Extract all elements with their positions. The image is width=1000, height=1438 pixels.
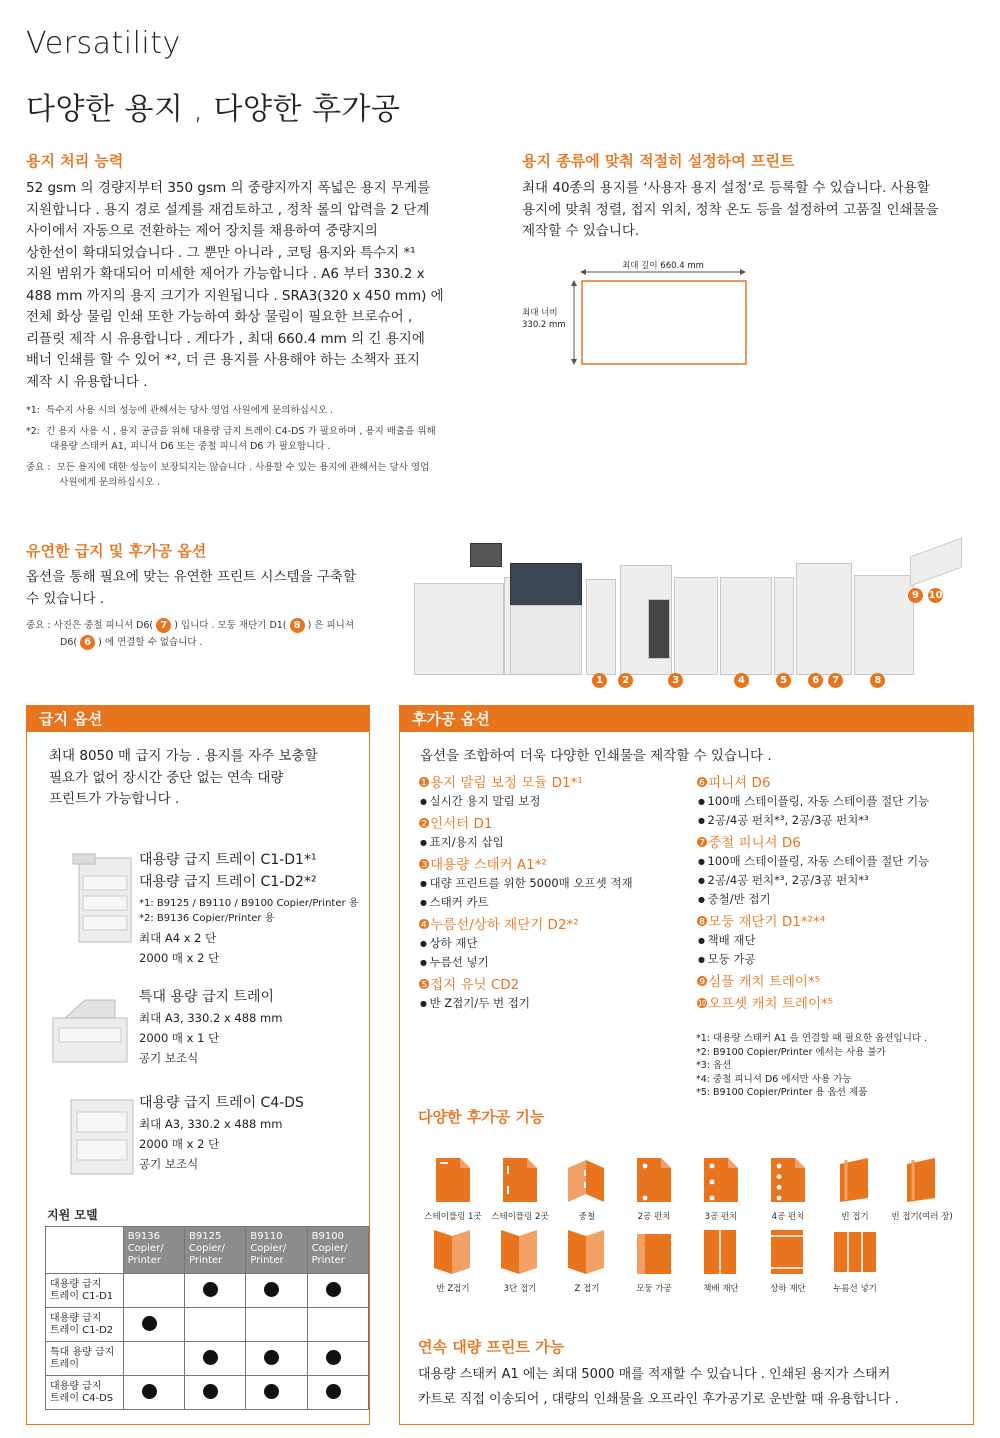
model-header-b9125 <box>185 1227 246 1274</box>
finishing-option-item: ● 상하 재단 <box>418 934 688 953</box>
finishing-function-label: 반 Z접기 <box>436 1284 470 1294</box>
tray-c4-specs: 최대 A3, 330.2 x 488 mm 2000 매 x 2 단 공기 보조식 <box>139 1117 283 1171</box>
table-corner <box>46 1227 124 1274</box>
flex-options-text: 옵션을 통해 필요에 맞는 유연한 프린트 시스템을 구축할 수 있습니다 . <box>26 569 356 607</box>
paper-handling-note: 중요 : 모든 용지에 대한 성능이 보장되지는 않습니다 . 사용할 수 있는 용지에 관해서는 당사 영업 <box>26 462 430 473</box>
table-row <box>46 1308 369 1342</box>
table-cell <box>307 1308 368 1342</box>
supported-dot <box>264 1384 279 1399</box>
finishing-function-item <box>487 1226 553 1294</box>
finishing-option-item: ● 실시간 용지 말림 보정 <box>418 792 688 811</box>
feed-options-panel <box>26 705 370 1425</box>
paper-handling-line: 리플릿 제작 시 유용합니다 . 게다가 , 최대 660.4 mm 의 긴 용지에 <box>26 330 425 347</box>
finishing-option-heading: ❻피니셔 D6 <box>696 775 771 791</box>
model-header-b9136 <box>123 1227 184 1274</box>
finishing-function-label: 빈 접기(여러 장) <box>891 1212 953 1222</box>
finishing-option-heading: ❿오프셋 캐치 트레이*⁵ <box>696 996 834 1012</box>
flex-options-heading: 유연한 급지 및 후가공 옵션 <box>26 542 207 560</box>
table-row <box>46 1342 369 1376</box>
supported-dot <box>326 1282 341 1297</box>
supported-dot <box>326 1350 341 1365</box>
row-label-line: 트레이 <box>50 1358 79 1370</box>
finishing-option-item: ● 중철/반 접기 <box>696 890 966 909</box>
finishing-function-item <box>688 1226 754 1294</box>
finishing-option-item: ● 스태커 카트 <box>418 893 688 912</box>
finishing-function-item <box>420 1226 486 1294</box>
model-header-line: Copier/ <box>127 1243 164 1254</box>
row-label-line: 특대 용량 급지 <box>50 1346 115 1358</box>
paper-handling-line: 제작 시 유용합니다 . <box>26 373 148 390</box>
finishing-icons-row-1 <box>400 1154 975 1224</box>
finishing-function-icon <box>631 1154 677 1204</box>
custom-paper-line: 제작할 수 있습니다. <box>522 223 640 239</box>
finishing-option-heading: ❶용지 말림 보정 모듈 D1*¹ <box>418 775 583 791</box>
finishing-intro: 옵션을 조합하여 더욱 다양한 인쇄물을 제작할 수 있습니다 . <box>420 748 772 764</box>
model-header-line: B9125 <box>189 1231 222 1242</box>
paper-handling-note: 대용량 스태커 A1, 피니셔 D6 또는 중철 피니셔 D6 가 필요합니다 . <box>26 441 331 452</box>
finishing-icons-row-2 <box>400 1226 975 1306</box>
paper-handling-line: 배너 인쇄를 할 수 있어 *², 더 큰 용지를 사용해야 하는 소책자 표지 <box>26 352 420 368</box>
finishing-option-item: ● 표지/용지 삽입 <box>418 833 688 852</box>
table-cell <box>185 1274 246 1308</box>
finishing-footnotes <box>696 1032 966 1100</box>
finishing-function-icon <box>564 1154 610 1204</box>
tray-c1-illustration <box>71 852 133 944</box>
page-subtitle: 다양한 용지 , 다양한 후가공 <box>26 92 401 127</box>
model-header-line: Printer <box>189 1255 223 1266</box>
supported-dot <box>203 1350 218 1365</box>
finishing-options-title: 후가공 옵션 <box>400 706 973 732</box>
table-cell <box>246 1308 307 1342</box>
custom-paper-heading: 용지 종류에 맞춰 적절히 설정하여 프린트 <box>522 152 795 170</box>
finishing-function-label: 빈 접기 <box>841 1212 869 1222</box>
finishing-functions-heading: 다양한 후가공 기능 <box>418 1108 545 1126</box>
table-cell <box>246 1376 307 1410</box>
finishing-option-heading: ❷인서터 D1 <box>418 816 493 832</box>
finishing-options-left <box>418 770 688 1013</box>
finishing-function-label: 스테이플링 2곳 <box>491 1212 549 1222</box>
feed-options-title: 급지 옵션 <box>27 706 369 732</box>
page-title: Versatility <box>26 26 181 61</box>
model-header-line: B9100 <box>311 1231 344 1242</box>
paper-handling-line: 상한선이 확대되었습니다 . 그 뿐만 아니라 , 코팅 용지와 특수지 *¹ <box>26 244 416 261</box>
finishing-option-heading: ❸대용량 스태커 A1*² <box>418 857 547 873</box>
finishing-footnote: *5: B9100 Copier/Printer 용 옵션 제품 <box>696 1087 868 1098</box>
finishing-function-item <box>554 1226 620 1294</box>
row-label-line: 대용량 급지 <box>50 1312 102 1324</box>
model-header-line: B9136 <box>127 1231 161 1242</box>
model-header-line: Printer <box>311 1255 345 1266</box>
finishing-option-item: ● 반 Z접기/두 번 접기 <box>418 994 688 1013</box>
custom-paper-line: 용지에 맞춰 정렬, 접지 위치, 정착 온도 등을 설정하여 고품질 인쇄물을 <box>522 201 939 218</box>
model-header-b9100 <box>307 1227 368 1274</box>
paper-handling-line: 사이에서 자동으로 전환하는 제어 장치를 채용하여 중량지의 <box>26 223 378 239</box>
finishing-option-item: ● 100매 스테이플링, 자동 스테이플 절단 기능 <box>696 852 966 871</box>
supported-dot <box>142 1316 157 1331</box>
table-row-label <box>46 1342 124 1376</box>
table-cell <box>123 1308 184 1342</box>
finishing-function-label: 2공 펀치 <box>637 1212 671 1222</box>
paper-size-diagram <box>522 255 762 370</box>
tray-c1-notes: *1: B9125 / B9110 / B9100 Copier/Printer 용 *2: B9136 Copier/Printer 용 <box>139 898 359 924</box>
table-cell <box>307 1342 368 1376</box>
finishing-function-label: 누름선 넣기 <box>833 1284 877 1294</box>
finishing-option-heading: ❺접지 유닛 CD2 <box>418 977 520 993</box>
table-cell <box>246 1274 307 1308</box>
finishing-function-icon <box>899 1154 945 1204</box>
finishing-footnote: *4: 중철 피니셔 D6 에서만 사용 가능 <box>696 1073 852 1085</box>
finishing-function-item <box>688 1154 754 1222</box>
custom-paper-line: 최대 40종의 용지를 ‘사용자 용지 설정’로 등록할 수 있습니다. 사용할 <box>522 180 930 196</box>
paper-handling-line: 지원 범위가 확대되어 미세한 제어가 가능합니다 . A6 부터 330.2 x <box>26 266 425 282</box>
table-cell <box>185 1308 246 1342</box>
finishing-function-label: 모둥 가공 <box>636 1284 672 1294</box>
finishing-footnote: *3: 옵션 <box>696 1060 732 1071</box>
finishing-function-icon <box>765 1154 811 1204</box>
finishing-function-label: 3공 펀치 <box>704 1212 738 1222</box>
finishing-option-item: ● 대량 프린트를 위한 5000매 오프셋 적재 <box>418 874 688 893</box>
finishing-option-heading: ❽모둥 재단기 D1*²*⁴ <box>696 914 826 930</box>
max-length-label: 최대 길이 660.4 mm <box>622 261 704 271</box>
model-header-line: Copier/ <box>311 1243 348 1254</box>
finishing-function-item <box>889 1154 955 1222</box>
finishing-options-panel <box>399 705 974 1425</box>
finishing-function-label: 책배 재단 <box>703 1284 739 1294</box>
finishing-function-item <box>487 1154 553 1222</box>
tray-c1-name: 대용량 급지 트레이 C1-D1*¹ 대용량 급지 트레이 C1-D2*² <box>139 852 317 890</box>
model-header-line: B9110 <box>250 1231 283 1242</box>
finishing-options-right <box>696 770 966 1013</box>
paper-handling-note: 사원에게 문의하십시오 . <box>26 477 161 488</box>
tray-c4-illustration <box>67 1094 135 1176</box>
tray-xl-illustration <box>45 990 131 1064</box>
row-label-line: 트레이 C1-D1 <box>50 1290 114 1302</box>
finishing-option-item: ● 2공/4공 펀치*³, 2공/3공 펀치*³ <box>696 811 966 830</box>
finishing-function-icon <box>564 1226 610 1276</box>
machine-callouts-4-8: 4 5 6 7 8 <box>734 668 885 688</box>
printer-system-illustration <box>410 535 990 690</box>
row-label-line: 대용량 급지 <box>50 1380 102 1392</box>
finishing-function-icon <box>631 1226 677 1276</box>
table-cell <box>246 1342 307 1376</box>
finishing-option-item: ● 책배 재단 <box>696 931 966 950</box>
table-row-label <box>46 1308 124 1342</box>
paper-handling-line: 전체 화상 물림 인쇄 또한 가능하여 화상 물림이 필요한 브로슈어 , <box>26 309 413 325</box>
finishing-function-item <box>420 1154 486 1222</box>
tray-xl-specs: 최대 A3, 330.2 x 488 mm 2000 매 x 1 단 공기 보조식 <box>139 1011 283 1065</box>
feed-options-intro: 최대 8050 매 급지 가능 . 용지를 자주 보충할 필요가 없어 장시간 중단 없는 연속 대량 프린트가 가능합니다 . <box>49 748 318 807</box>
row-label-line: 트레이 C4-DS <box>50 1392 114 1404</box>
finishing-function-label: 3단 접기 <box>503 1284 537 1294</box>
supported-models-table <box>45 1226 369 1410</box>
finishing-function-icon <box>430 1154 476 1204</box>
paper-handling-text <box>26 178 486 393</box>
tray-c1-specs: 최대 A4 x 2 단 2000 매 x 2 단 <box>139 931 220 965</box>
model-header-line: Printer <box>250 1255 284 1266</box>
max-width-label: 최대 너비 330.2 mm <box>522 308 566 330</box>
finishing-function-item <box>822 1226 888 1294</box>
supported-models-heading: 지원 모델 <box>47 1208 98 1222</box>
paper-handling-line: 지원합니다 . 용지 경로 설계를 재검토하고 , 정착 롤의 압력을 2 단계 <box>26 201 430 218</box>
supported-dot <box>203 1282 218 1297</box>
table-cell <box>307 1274 368 1308</box>
table-cell <box>185 1342 246 1376</box>
table-cell <box>185 1376 246 1410</box>
table-cell <box>123 1342 184 1376</box>
finishing-function-icon <box>832 1154 878 1204</box>
finishing-option-heading: ❹누름선/상하 재단기 D2*² <box>418 917 579 933</box>
table-cell <box>307 1376 368 1410</box>
model-header-b9110 <box>246 1227 307 1274</box>
machine-callouts-9-10: 9 10 <box>908 583 943 603</box>
tray-c4-name: 대용량 급지 트레이 C4-DS <box>139 1095 304 1111</box>
paper-handling-line: 52 gsm 의 경량지부터 350 gsm 의 중량지까지 폭넓은 용지 무게를 <box>26 180 431 196</box>
row-label-line: 트레이 C1-D2 <box>50 1324 114 1336</box>
bulk-print-text: 대용량 스태커 A1 에는 최대 5000 매를 적재할 수 있습니다 . 인쇄된 용지가 스태커 카트로 직접 이송되어 , 대량의 인쇄물을 오프라인 후가공기로 운반할 때 유용합니다 . <box>418 1367 899 1407</box>
finishing-option-item: ● 누름선 넣기 <box>418 953 688 972</box>
finishing-function-icon <box>430 1226 476 1276</box>
finishing-function-item <box>554 1154 620 1222</box>
model-header-line: Copier/ <box>250 1243 287 1254</box>
custom-paper-text <box>522 178 982 243</box>
supported-dot <box>203 1384 218 1399</box>
finishing-function-item <box>755 1226 821 1294</box>
bulk-print-heading: 연속 대량 프린트 가능 <box>418 1338 565 1356</box>
finishing-function-label: 4공 펀치 <box>771 1212 805 1222</box>
paper-handling-note: *2: 긴 용지 사용 시 , 용지 공급을 위해 대용량 급지 트레이 C4-DS 가 필요하며 , 용지 배출을 위해 <box>26 426 436 437</box>
machine-callouts-1-3: 1 2 3 <box>592 668 683 688</box>
finishing-function-icon <box>497 1226 543 1276</box>
finishing-function-label: Z 접기 <box>574 1284 600 1294</box>
model-header-line: Copier/ <box>189 1243 225 1254</box>
table-row-label <box>46 1376 124 1410</box>
finishing-function-item <box>621 1154 687 1222</box>
supported-dot <box>264 1350 279 1365</box>
supported-dot <box>264 1282 279 1297</box>
finishing-function-icon <box>765 1226 811 1276</box>
table-row <box>46 1376 369 1410</box>
row-label-line: 대용량 급지 <box>50 1278 102 1290</box>
finishing-function-icon <box>698 1154 744 1204</box>
tray-xl-name: 특대 용량 급지 트레이 <box>139 989 275 1005</box>
finishing-option-item: ● 모둥 가공 <box>696 950 966 969</box>
flex-options-note: 중요 : 사진은 중철 피니셔 D6( 7 ) 입니다 . 모둥 재단기 D1( 8 ) 은 피니셔 D6( 6 ) 에 연결할 수 없습니다 . <box>26 620 355 648</box>
finishing-function-label: 스테이플링 1곳 <box>424 1212 482 1222</box>
finishing-option-item: ● 2공/4공 펀치*³, 2공/3공 펀치*³ <box>696 871 966 890</box>
finishing-option-item: ● 100매 스테이플링, 자동 스테이플 절단 기능 <box>696 792 966 811</box>
supported-dot <box>142 1384 157 1399</box>
supported-dot <box>326 1384 341 1399</box>
table-row <box>46 1274 369 1308</box>
paper-handling-line: 488 mm 까지의 용지 크기가 지원됩니다 . SRA3(320 x 450 mm) 에 <box>26 287 444 304</box>
finishing-function-label: 상하 재단 <box>770 1284 806 1294</box>
table-cell <box>123 1376 184 1410</box>
finishing-function-icon <box>832 1226 878 1276</box>
finishing-option-heading: ❼중철 피니셔 D6 <box>696 835 801 851</box>
finishing-function-item <box>755 1154 821 1222</box>
table-row-label <box>46 1274 124 1308</box>
table-cell <box>123 1274 184 1308</box>
finishing-option-heading: ❾심플 캐치 트레이*⁵ <box>696 974 821 990</box>
finishing-function-icon <box>497 1154 543 1204</box>
finishing-function-label: 중철 <box>578 1212 596 1222</box>
paper-handling-heading: 용지 처리 능력 <box>26 152 124 170</box>
finishing-function-icon <box>698 1226 744 1276</box>
model-header-line: Printer <box>127 1255 161 1266</box>
paper-handling-notes <box>26 403 496 490</box>
finishing-footnote: *2: B9100 Copier/Printer 에서는 사용 불가 <box>696 1046 886 1058</box>
finishing-footnote: *1: 대용량 스태커 A1 을 연결할 때 필요한 옵션입니다 . <box>696 1033 928 1044</box>
finishing-function-item <box>621 1226 687 1294</box>
finishing-function-item <box>822 1154 888 1222</box>
paper-handling-note: *1: 특수지 사용 시의 성능에 관해서는 당사 영업 사원에게 문의하십시오 . <box>26 405 334 416</box>
